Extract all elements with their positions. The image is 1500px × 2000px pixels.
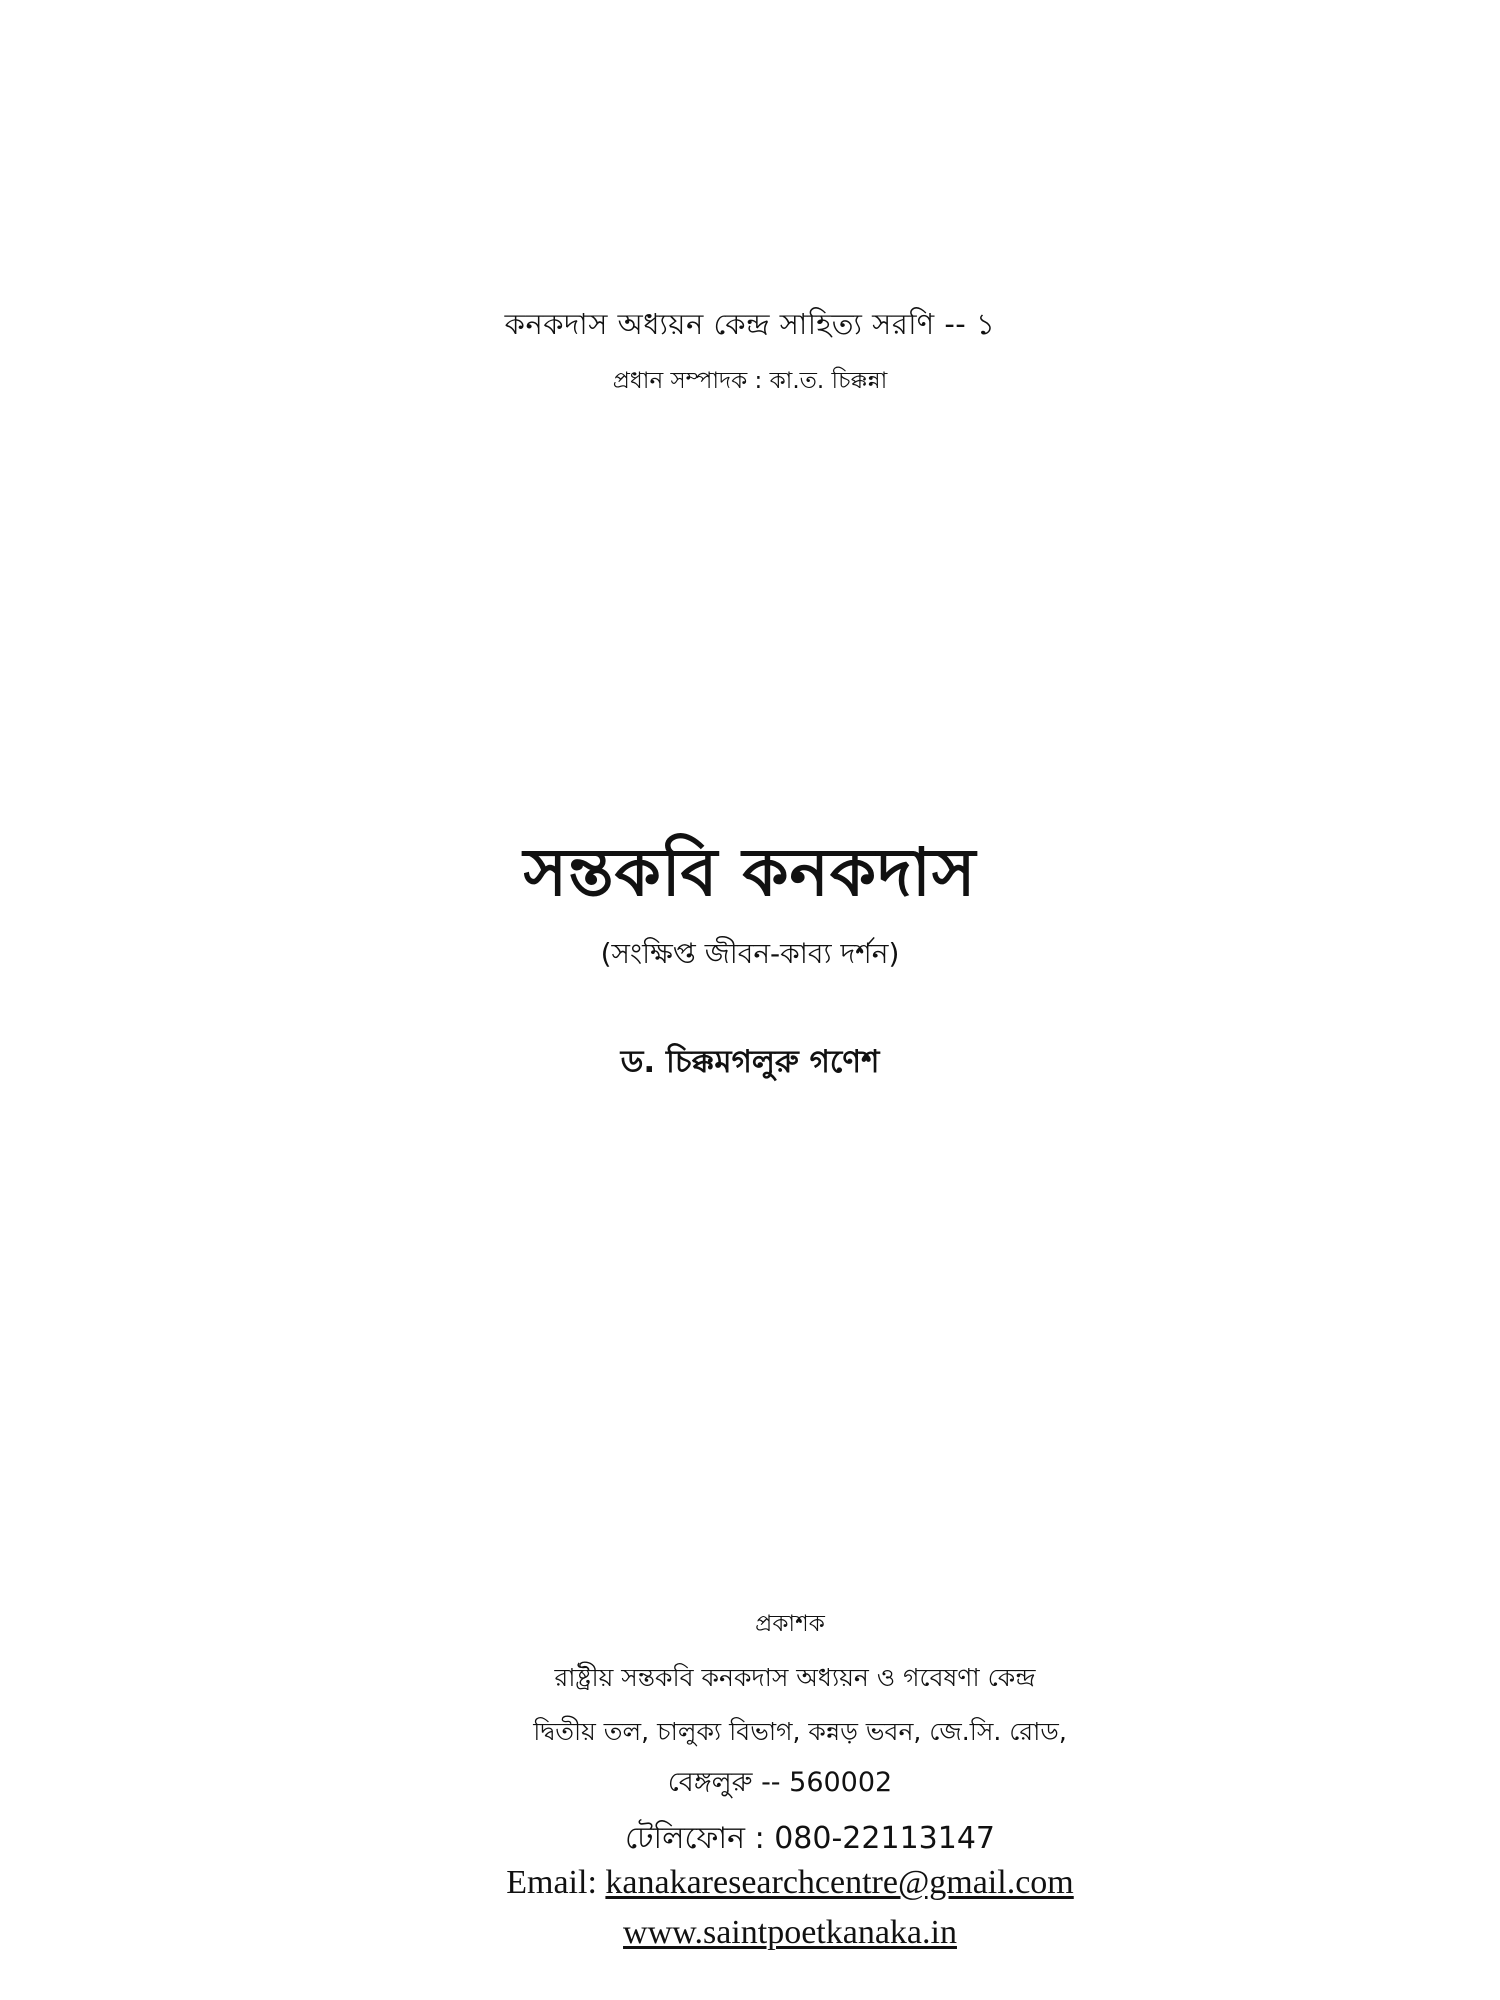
email-label: Email: — [506, 1864, 597, 1901]
publisher-label: প্রকাশক — [755, 1611, 825, 1637]
publisher-organization: রাষ্ট্রীয় সন্তকবি কনকদাস অধ্যয়ন ও গবেষণা কেন্দ্র — [554, 1663, 1036, 1692]
book-subtitle: (সংক্ষিপ্ত জীবন-কাব্য দর্শন) — [600, 937, 900, 970]
publisher-website-line — [560, 1914, 1020, 1952]
chief-editor-line: প্রধান সম্পাদক : কা.ত. চিক্কন্না — [612, 368, 888, 394]
publisher-city: বেঙ্গলুরু -- 560002 — [667, 1767, 893, 1798]
website-link[interactable]: www.saintpoetkanaka.in — [623, 1914, 957, 1951]
series-line: কনকদাস অধ্যয়ন কেন্দ্র সাহিত্য সরণি -- ১ — [504, 307, 996, 341]
book-title: সন্তকবি কনকদাস — [523, 834, 977, 911]
publisher-phone: টেলিফোন : 080-22113147 — [625, 1821, 995, 1856]
publisher-email-line — [420, 1864, 1160, 1902]
email-link[interactable]: kanakaresearchcentre@gmail.com — [605, 1864, 1074, 1901]
publisher-address: দ্বিতীয় তল, চালুক্য বিভাগ, কন্নড় ভবন, জে.সি. রোড, — [533, 1717, 1067, 1746]
book-author: ড. চিক্কমগলুরু গণেশ — [620, 1044, 880, 1080]
